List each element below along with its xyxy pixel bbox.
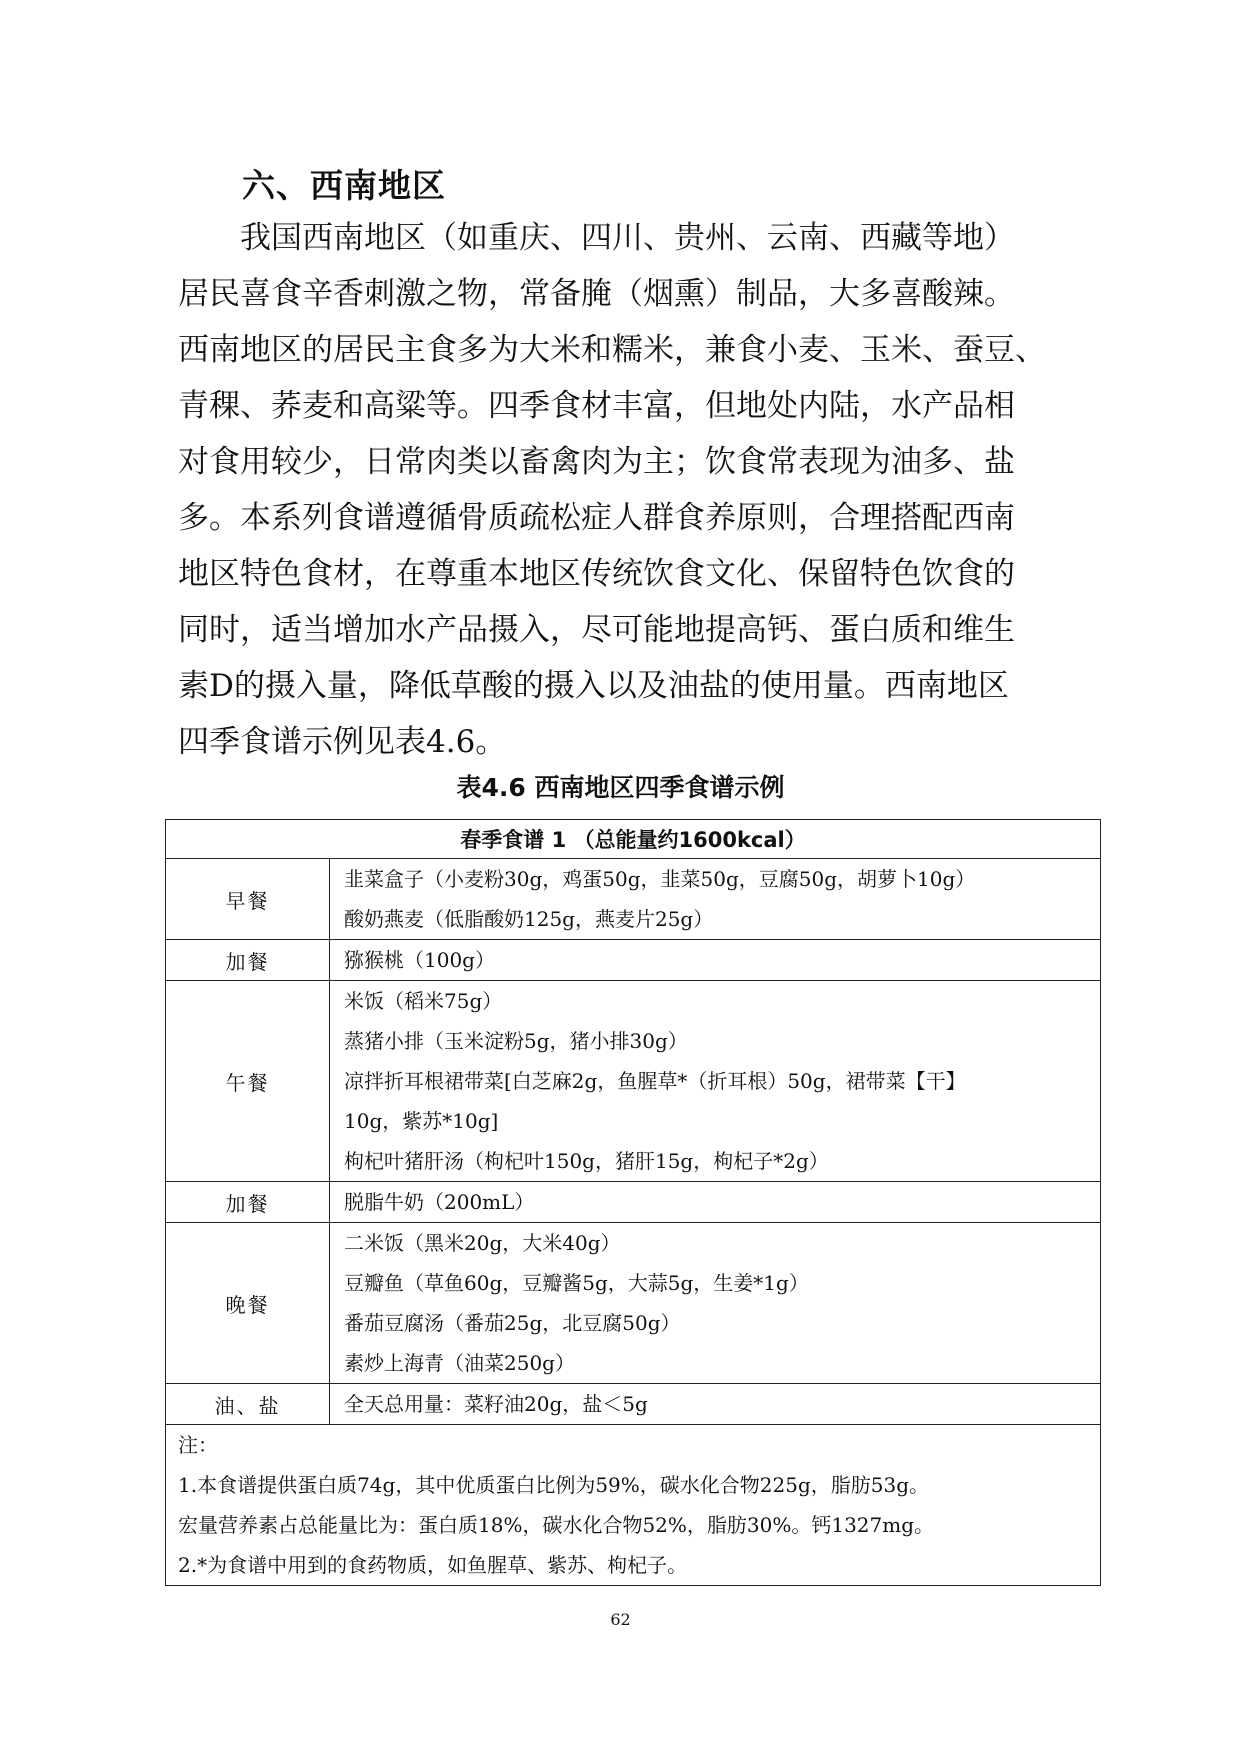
meal-name: 油、盐: [166, 1384, 330, 1425]
body-line: 青稞、荞麦和高粱等。四季食材丰富，但地处内陆，水产品相: [178, 388, 1015, 424]
dish-item: 韭菜盒子（小麦粉30g，鸡蛋50g，韭菜50g，豆腐50g，胡萝卜10g）: [344, 867, 976, 891]
meal-name: 午餐: [166, 981, 330, 1182]
dish-list: [330, 1223, 1101, 1384]
meal-name: 加餐: [166, 1182, 330, 1223]
menu-title: 春季食谱 1 （总能量约1600kcal）: [166, 820, 1101, 859]
table-caption: 表4.6 西南地区四季食谱示例: [456, 773, 785, 802]
table-row: [166, 981, 1101, 1182]
dish-item: 酸奶燕麦（低脂酸奶125g，燕麦片25g）: [344, 907, 714, 931]
table-row: [166, 1223, 1101, 1384]
dish-list: [330, 1182, 1101, 1223]
body-line: 地区特色食材，在尊重本地区传统饮食文化、保留特色饮食的: [178, 556, 1015, 592]
dish-item: 枸杞叶猪肝汤（枸杞叶150g，猪肝15g，枸杞子*2g）: [344, 1149, 829, 1173]
dish-list: [330, 1384, 1101, 1425]
table-notes: [166, 1425, 1101, 1586]
body-line: 四季食谱示例见表4.6。: [178, 724, 507, 760]
dish-item: 猕猴桃（100g）: [344, 948, 495, 972]
dish-item: 番茄豆腐汤（番茄25g，北豆腐50g）: [344, 1311, 681, 1335]
body-line: 多。本系列食谱遵循骨质疏松症人群食养原则，合理搭配西南: [178, 500, 1015, 536]
table-row: [166, 1425, 1101, 1586]
body-line: 我国西南地区（如重庆、四川、贵州、云南、西藏等地）: [178, 220, 1015, 256]
dish-list: [330, 940, 1101, 981]
dish-item: 豆瓣鱼（草鱼60g，豆瓣酱5g，大蒜5g，生姜*1g）: [344, 1271, 809, 1295]
table-row: [166, 820, 1101, 859]
dish-item: 蒸猪小排（玉米淀粉5g，猪小排30g）: [344, 1029, 688, 1053]
body-paragraph: [178, 210, 1058, 770]
table-row: [166, 940, 1101, 981]
body-line: 居民喜食辛香刺激之物，常备腌（烟熏）制品，大多喜酸辣。: [178, 276, 1015, 312]
note-line: 宏量营养素占总能量比为：蛋白质18%，碳水化合物52%，脂肪30%。钙1327mg。: [178, 1513, 935, 1537]
note-line: 2.*为食谱中用到的食药物质，如鱼腥草、紫苏、枸杞子。: [178, 1553, 688, 1577]
menu-table: [165, 819, 1101, 1586]
dish-item: 10g，紫苏*10g]: [344, 1109, 499, 1133]
table-row: [166, 1384, 1101, 1425]
meal-name: 早餐: [166, 859, 330, 940]
dish-item: 脱脂牛奶（200mL）: [344, 1190, 535, 1214]
dish-item: 米饭（稻米75g）: [344, 989, 503, 1013]
table-row: [166, 859, 1101, 940]
note-line: 注：: [178, 1433, 218, 1457]
dish-item: 凉拌折耳根裙带菜[白芝麻2g，鱼腥草*（折耳根）50g，裙带菜【干】: [344, 1069, 966, 1093]
body-line: 素D的摄入量，降低草酸的摄入以及油盐的使用量。西南地区: [178, 668, 1009, 704]
body-line: 同时，适当增加水产品摄入，尽可能地提高钙、蛋白质和维生: [178, 612, 1015, 648]
dish-list: [330, 981, 1101, 1182]
note-line: 1.本食谱提供蛋白质74g，其中优质蛋白比例为59%，碳水化合物225g，脂肪53g。: [178, 1473, 930, 1497]
page-number: 62: [610, 1610, 631, 1629]
dish-item: 二米饭（黑米20g，大米40g）: [344, 1231, 621, 1255]
table-row: [166, 1182, 1101, 1223]
meal-name: 晚餐: [166, 1223, 330, 1384]
dish-list: [330, 859, 1101, 940]
body-line: 对食用较少，日常肉类以畜禽肉为主；饮食常表现为油多、盐: [178, 444, 1015, 480]
section-heading: 六、西南地区: [242, 166, 446, 205]
body-line: 西南地区的居民主食多为大米和糯米，兼食小麦、玉米、蚕豆、: [178, 332, 1046, 368]
dish-item: 素炒上海青（油菜250g）: [344, 1351, 575, 1375]
meal-name: 加餐: [166, 940, 330, 981]
dish-item: 全天总用量：菜籽油20g，盐＜5g: [344, 1392, 648, 1416]
